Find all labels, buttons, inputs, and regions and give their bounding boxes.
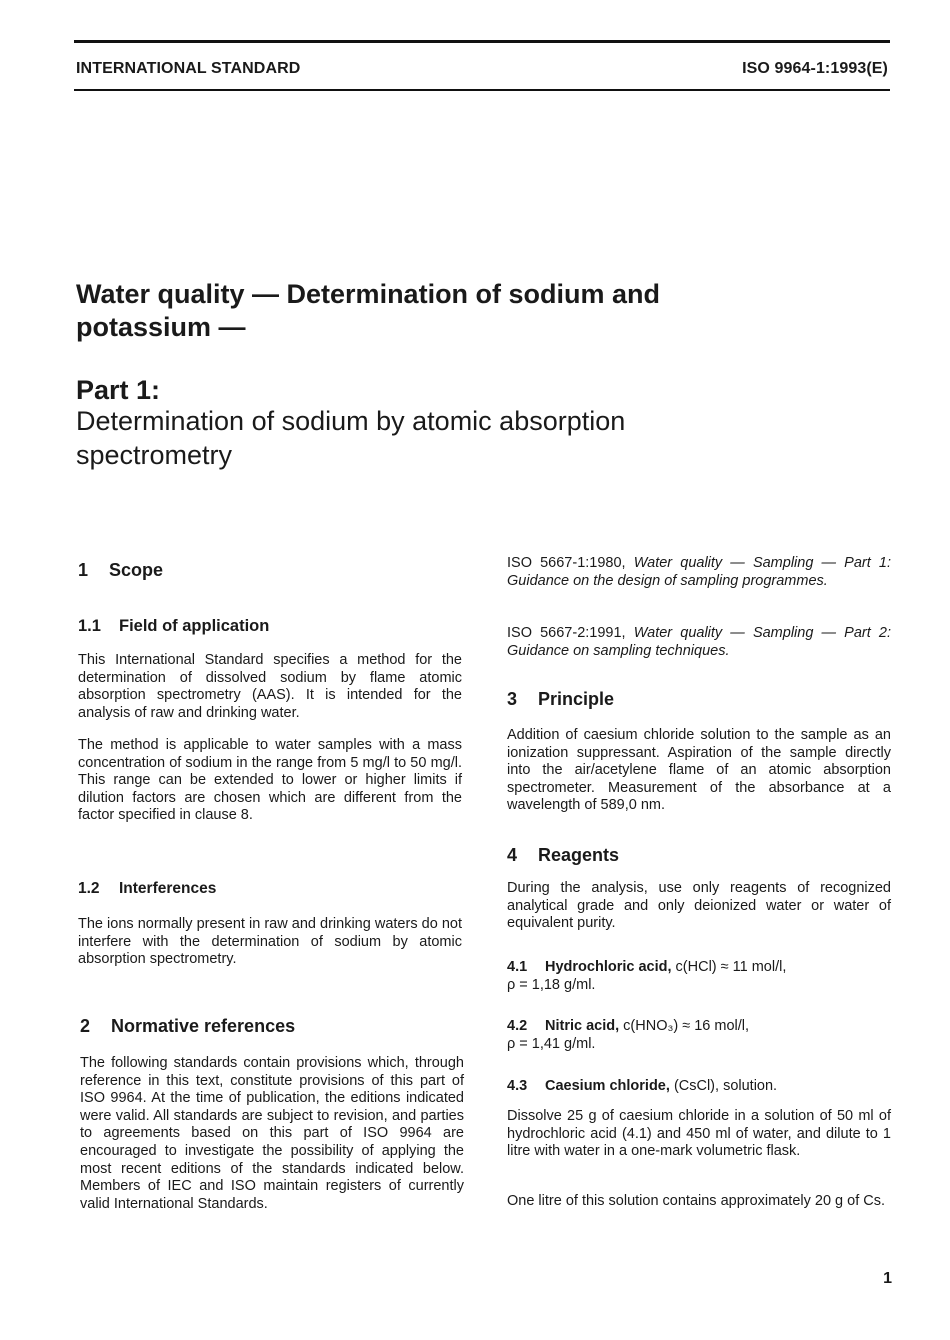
page-number: 1 xyxy=(883,1270,892,1287)
paragraph-interferences: The ions normally present in raw and drinking waters do not interfere with the determination of sodium by atomic absorption spectrometry. xyxy=(78,916,462,968)
header-bottom-rule xyxy=(74,89,890,91)
section-heading-principle: 3 Principle xyxy=(507,689,615,709)
document-number: ISO 9964-1:1993(E) xyxy=(742,60,888,77)
paragraph-principle: Addition of caesium chloride solution to the sample as an ionization suppressant. Aspiration of the sample directly into the air/acetylene flame of an atomic absorption spectrometer. Measurement of the absorbance at a wavelength of 589,0 nm. xyxy=(507,727,891,814)
paragraph-field-2: The method is applicable to water samples with a mass concentration of sodium in the range from 5 mg/l to 50 mg/l. This range can be extended to lower or higher limits if dilution factors are chosen which are different from the factor specified in clause 8. xyxy=(78,737,462,824)
paragraph-normative: The following standards contain provisions which, through reference in this text, constitute provisions of this part of ISO 9964. At the time of publication, the editions indicated were valid. All standards are subject to revision, and parties to agreements based on this part of ISO 9964 are encouraged to investigate the possibility of applying the most recent editions of the standards indicated below. Members of IEC and ISO maintain registers of currently valid International Standards. xyxy=(80,1055,464,1212)
document-type: INTERNATIONAL STANDARD xyxy=(76,60,301,77)
reagent-4-3: 4.3 Caesium chloride, (CsCl), solution. xyxy=(507,1078,778,1094)
title-line-2: potassium — xyxy=(76,312,246,342)
reagent-4-2: 4.2 Nitric acid, c(HNO₃) ≈ 16 mol/l, ρ = 1,41 g/ml. xyxy=(507,1018,750,1052)
paragraph-dissolve: Dissolve 25 g of caesium chloride in a solution of 50 ml of hydrochloric acid (4.1) and 450 ml of water, and dilute to 1 litre with water in a one-mark volumetric flask. xyxy=(507,1108,891,1160)
reference-iso-5667-1: ISO 5667-1:1980, Water quality — Sampling — Part 1: Guidance on the design of sampling programmes. xyxy=(507,555,891,589)
reference-iso-5667-2: ISO 5667-2:1991, Water quality — Sampling — Part 2: Guidance on sampling techniques. xyxy=(507,625,891,659)
section-heading-normative-references: 2 Normative references xyxy=(80,1016,296,1036)
part-title: Determination of sodium by atomic absorption spectrometry xyxy=(76,406,626,470)
document-title xyxy=(76,278,836,344)
paragraph-reagents: During the analysis, use only reagents of recognized analytical grade and only deionized water or water of equivalent purity. xyxy=(507,880,891,932)
paragraph-field-1: This International Standard specifies a method for the determination of dissolved sodium by flame atomic absorption spectrometry (AAS). It is intended for the analysis of raw and drinking water. xyxy=(78,652,462,721)
section-heading-interferences: 1.2 Interferences xyxy=(78,880,217,897)
header-top-rule xyxy=(74,40,890,43)
section-heading-reagents: 4 Reagents xyxy=(507,845,620,865)
title-line-1: Water quality — Determination of sodium and xyxy=(76,279,661,309)
reagent-4-1: 4.1 Hydrochloric acid, c(HCl) ≈ 11 mol/l, ρ = 1,18 g/ml. xyxy=(507,959,787,993)
part-label: Part 1: xyxy=(76,375,161,405)
section-heading-field-of-application: 1.1 Field of application xyxy=(78,617,270,635)
paragraph-litre: One litre of this solution contains approximately 20 g of Cs. xyxy=(507,1193,885,1209)
section-heading-scope: 1 Scope xyxy=(78,560,164,580)
